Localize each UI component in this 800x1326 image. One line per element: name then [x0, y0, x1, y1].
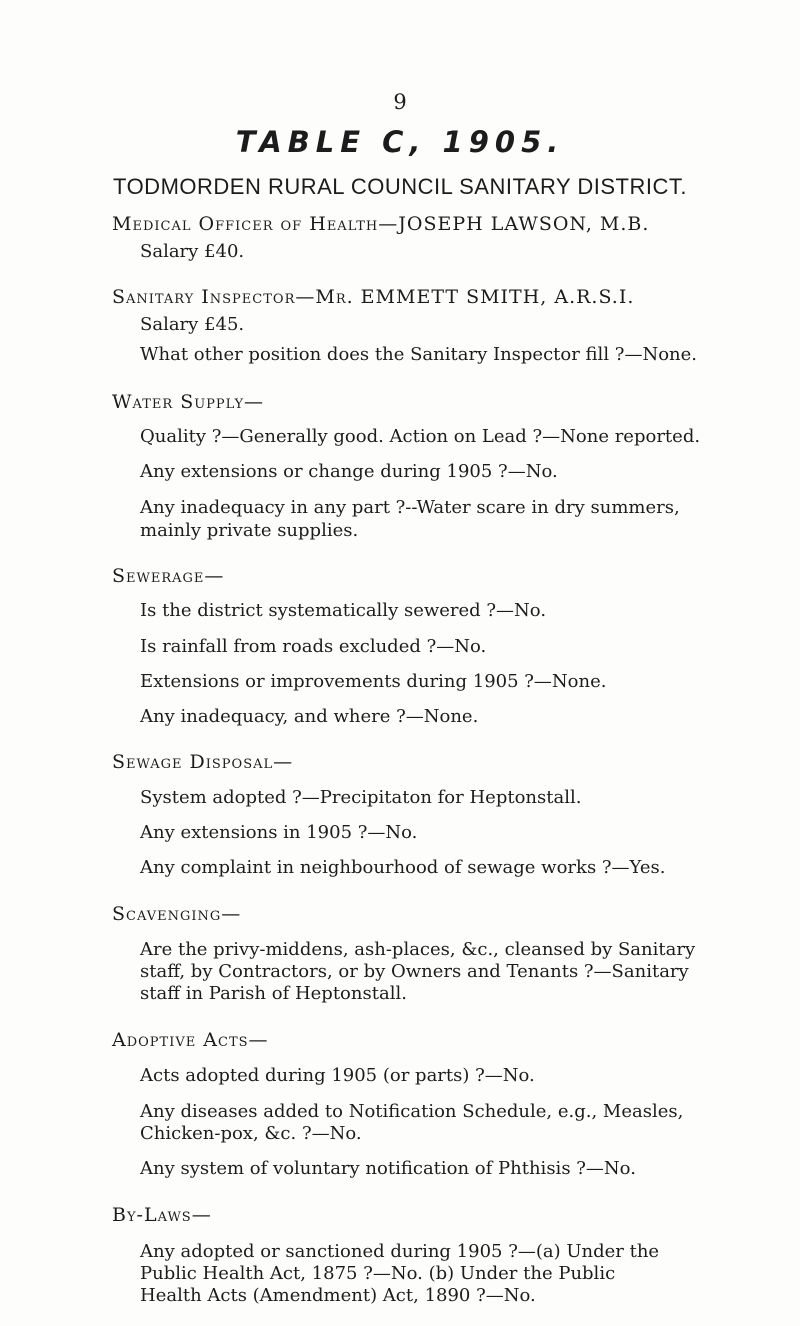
by-laws-question-cont: Public Health Act, 1875 ?—No. (b) Under the Public — [140, 1263, 616, 1284]
page-number: 9 — [393, 90, 407, 114]
by-laws-question: Any adopted or sanctioned during 1905 ?—(a) Under the — [140, 1241, 660, 1262]
table-title: TABLE C, 1905. — [235, 125, 565, 159]
water-inadequacy: Any inadequacy in any part ?--Water scare in dry summers, — [140, 497, 680, 518]
disposal-system: System adopted ?—Precipitaton for Heptonstall. — [140, 787, 582, 808]
sewerage-extensions: Extensions or improvements during 1905 ?—None. — [140, 671, 607, 692]
sanitary-inspector-heading: Sanitary Inspector—Mr. EMMETT SMITH, A.R.S.I. — [112, 286, 635, 308]
water-extensions: Any extensions or change during 1905 ?—No. — [140, 461, 558, 482]
scavenging-heading: Scavenging— — [112, 903, 242, 925]
sanitary-inspector-salary: Salary £45. — [140, 314, 245, 335]
by-laws-heading: By-Laws— — [112, 1204, 212, 1226]
medical-officer-salary: Salary £40. — [140, 241, 245, 262]
disposal-extensions: Any extensions in 1905 ?—No. — [140, 822, 418, 843]
water-supply-heading: Water Supply— — [112, 391, 265, 413]
notification-schedule-cont: Chicken-pox, &c. ?—No. — [140, 1123, 362, 1144]
scavenging-question-cont: staff, by Contractors, or by Owners and Tenants ?—Sanitary — [140, 961, 689, 982]
by-laws-question-cont2: Health Acts (Amendment) Act, 1890 ?—No. — [140, 1285, 536, 1306]
scavenging-question: Are the privy-middens, ash-places, &c., cleansed by Sanitary — [140, 939, 696, 960]
water-inadequacy-cont: mainly private supplies. — [140, 520, 359, 541]
sewerage-heading: Sewerage— — [112, 565, 225, 587]
sewerage-inadequacy: Any inadequacy, and where ?—None. — [140, 706, 479, 727]
acts-adopted: Acts adopted during 1905 (or parts) ?—No. — [140, 1065, 535, 1086]
sanitary-inspector-other-position: What other position does the Sanitary Inspector fill ?—None. — [140, 344, 697, 365]
sewage-disposal-heading: Sewage Disposal— — [112, 751, 294, 773]
water-quality: Quality ?—Generally good. Action on Lead ?—None reported. — [140, 426, 701, 447]
sewerage-rainfall: Is rainfall from roads excluded ?—No. — [140, 636, 487, 657]
scavenging-question-cont2: staff in Parish of Heptonstall. — [140, 983, 407, 1004]
disposal-complaint: Any complaint in neighbourhood of sewage works ?—Yes. — [140, 857, 666, 878]
adoptive-acts-heading: Adoptive Acts— — [112, 1029, 269, 1051]
medical-officer-heading: Medical Officer of Health—JOSEPH LAWSON, M.B. — [112, 213, 650, 235]
sewerage-systematic: Is the district systematically sewered ?—No. — [140, 600, 547, 621]
district-heading: TODMORDEN RURAL COUNCIL SANITARY DISTRICT. — [113, 174, 687, 199]
notification-schedule: Any diseases added to Notification Schedule, e.g., Measles, — [140, 1101, 684, 1122]
phthisis-notification: Any system of voluntary notification of Phthisis ?—No. — [140, 1158, 636, 1179]
